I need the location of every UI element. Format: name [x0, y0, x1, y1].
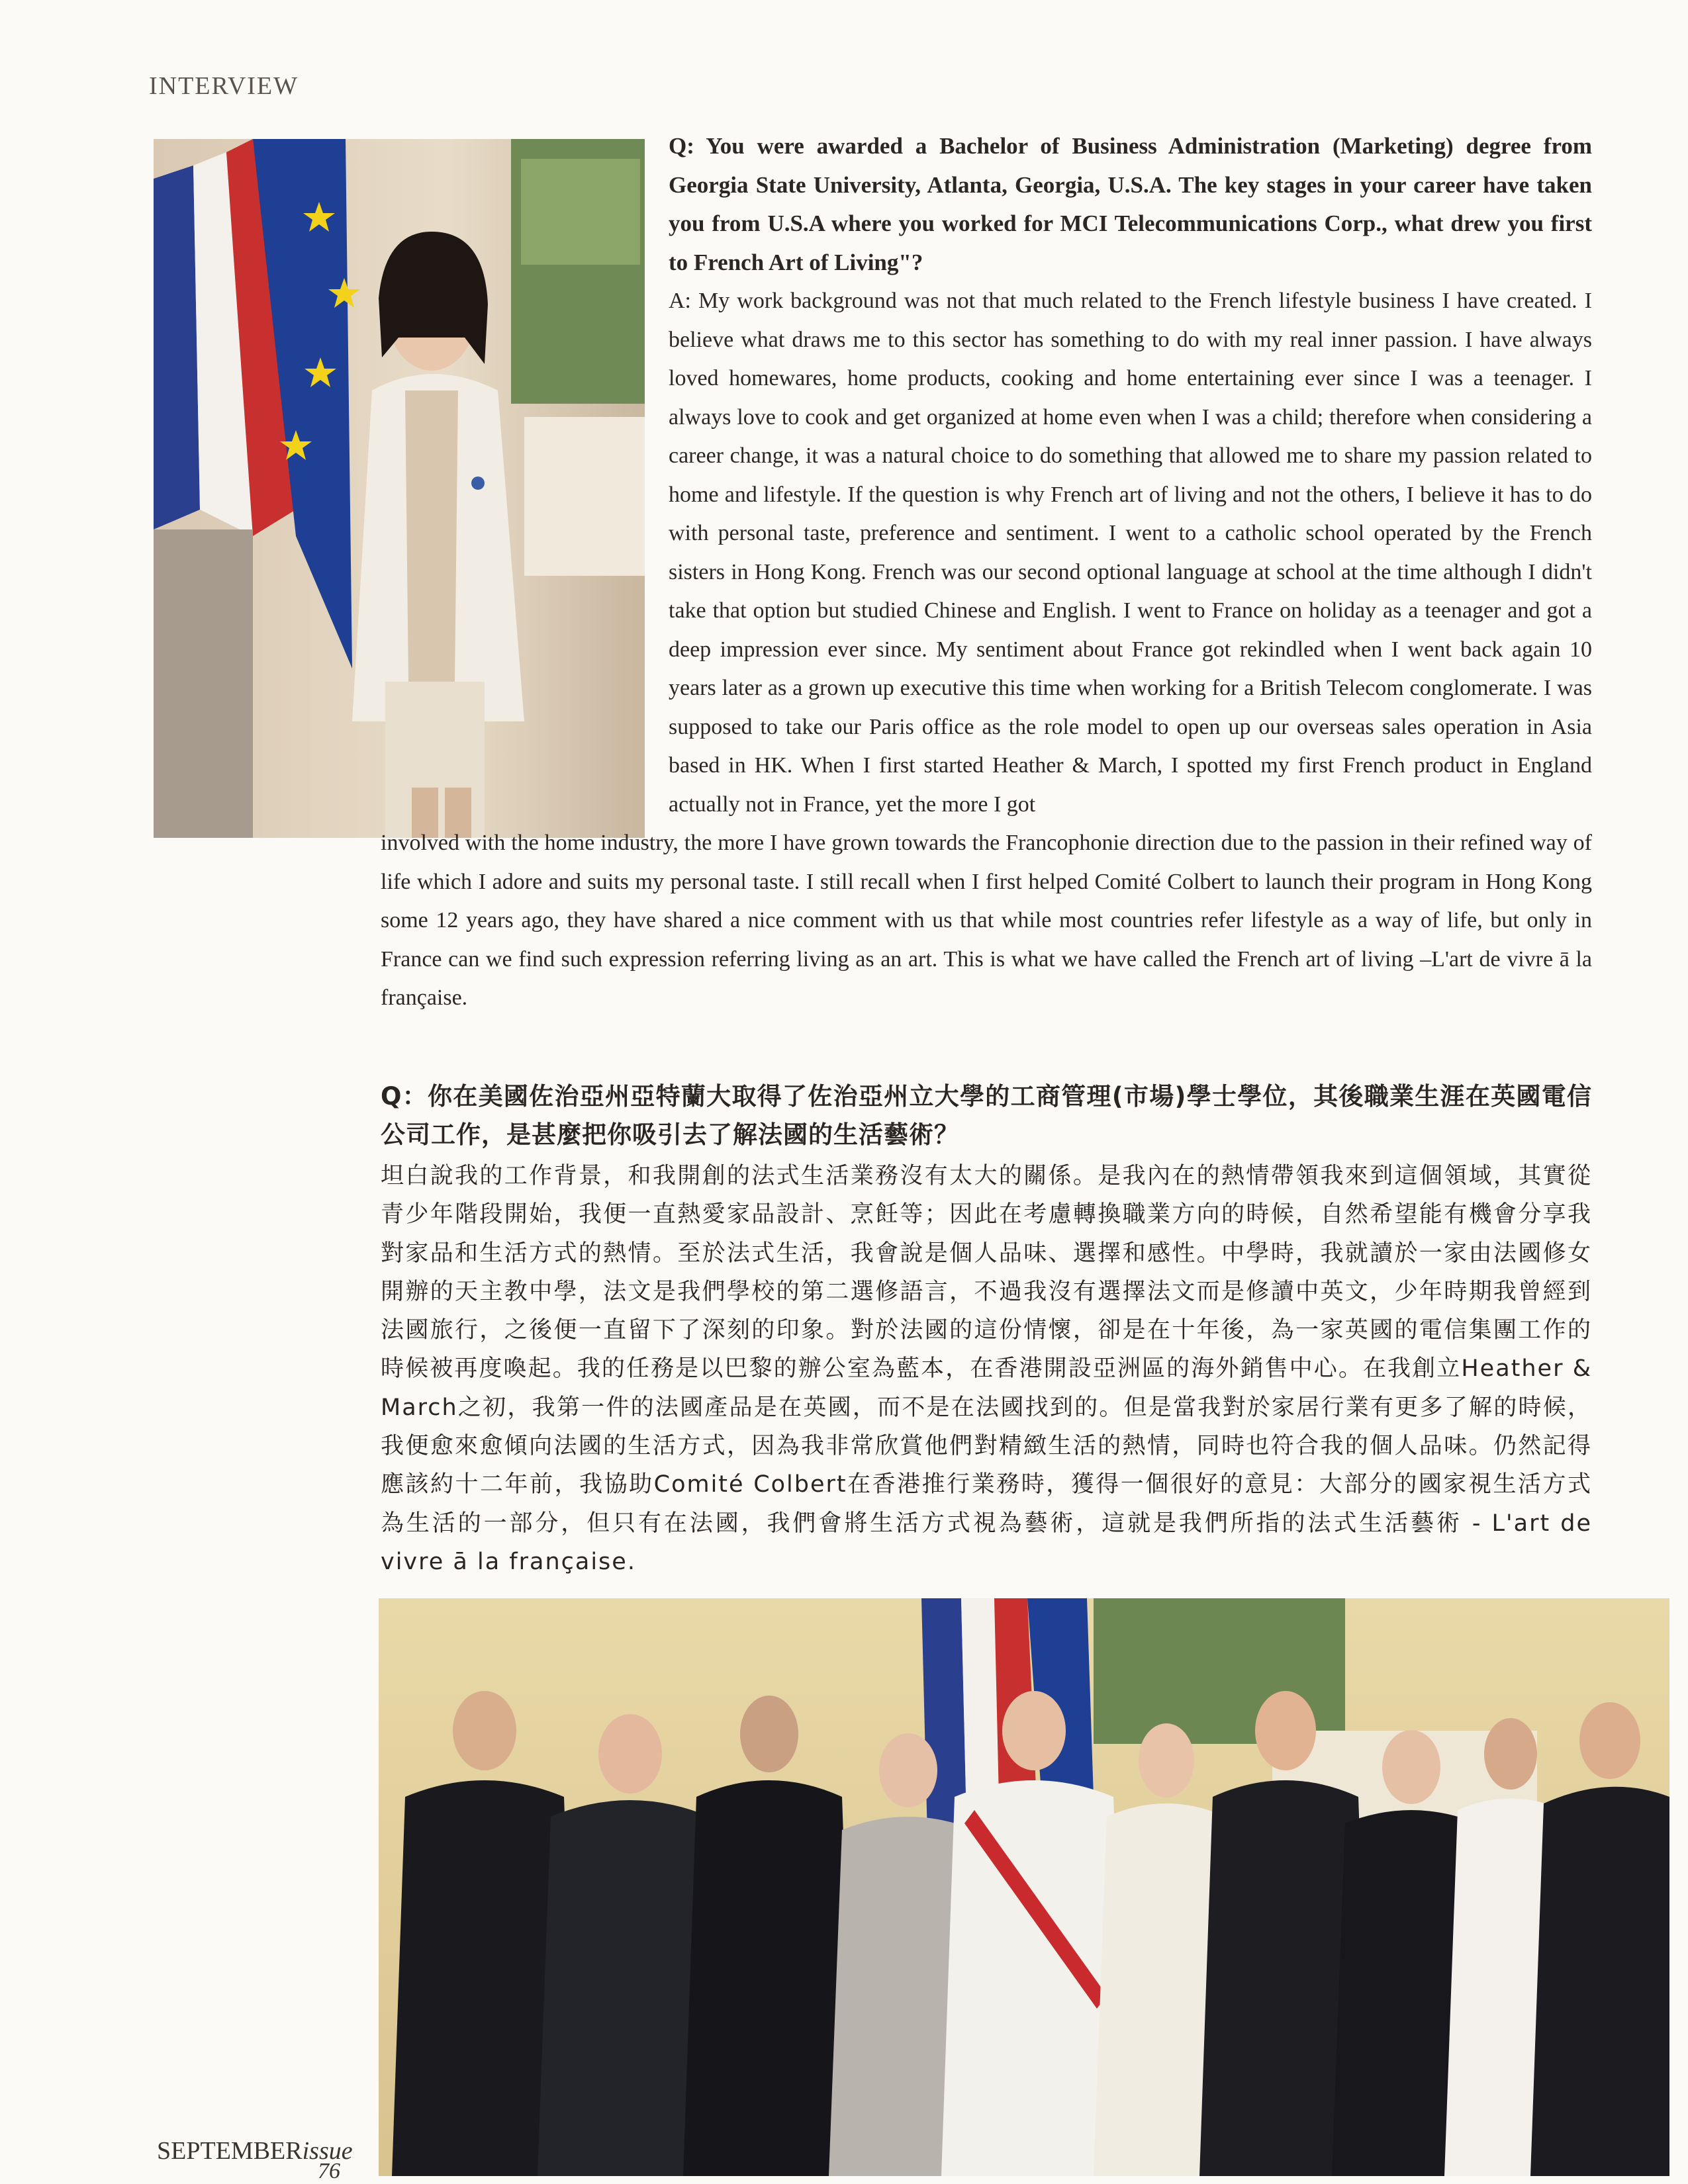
magazine-title: SEPTEMBER: [157, 2137, 303, 2165]
interview-chinese: [381, 1077, 1592, 1581]
magazine-issue: issue: [302, 2137, 353, 2165]
interview-english: [669, 127, 1592, 824]
page-number: 76: [318, 2159, 340, 2183]
group-photo-icon: [379, 1598, 1669, 2176]
answer-english-part2: involved with the home industry, the more I have grown towards the Francophonie direction due to the passion in their refined way of life which I adore and suits my personal taste. I still recall when I first helped Comité Colbert to launch their program in Hong Kong some 12 years ago, they have shared a nice comment with us that while most countries refer lifestyle as a way of life, but only in France can we find such expression referring living as an art. This is what we have called the French art of living –L'art de vivre ā la française.: [381, 831, 1592, 1010]
section-label: INTERVIEW: [149, 72, 299, 100]
portrait-photo-icon: [154, 139, 645, 838]
question-english: Q: You were awarded a Bachelor of Business Administration (Marketing) degree from Georgia State University, Atlanta, Georgia, U.S.A. The key stages in your career have taken you from U.S.A where you worked for MCI Telecommunications Corp., what drew you first to French Art of Living"?: [669, 133, 1592, 275]
question-chinese: Q：你在美國佐治亞州亞特蘭大取得了佐治亞州立大學的工商管理(市場)學士學位，其後職業生涯在英國電信公司工作，是甚麼把你吸引去了解法國的生活藝術？: [381, 1082, 1592, 1149]
answer-english-part1: A: My work background was not that much related to the French lifestyle business I have created. I believe what draws me to this sector has something to do with my real inner passion. I have always loved homewares, home products, cooking and home entertaining ever since I was a teenager. I always love to cook and get organized at home even when I was a child; therefore when considering a career change, it was a natural choice to do something that allowed me to share my passion related to home and lifestyle. If the question is why French art of living and not the others, I believe it has to do with personal taste, preference and sentiment. I went to a catholic school operated by the French sisters in Hong Kong. French was our second optional language at school at the time although I didn't take that option but studied Chinese and English. I went to France on holiday as a teenager and got a deep impression ever since. My sentiment about France got rekindled when I went back again 10 years later as a grown up executive this time when working for a British Telecom conglomerate. I was supposed to take our Paris office as the role model to open up our overseas sales operation in Asia based in HK. When I first started Heather & March, I spotted my first French product in England actually not in France, yet the more I got: [669, 289, 1592, 817]
answer-chinese: 坦白說我的工作背景，和我開創的法式生活業務沒有太大的關係。是我內在的熱情帶領我來到這個領域，其實從青少年階段開始，我便一直熱愛家品設計、烹飪等；因此在考慮轉換職業方向的時候，自然希望能有機會分享我對家品和生活方式的熱情。至於法式生活，我會說是個人品味、選擇和感性。中學時，我就讀於一家由法國修女開辦的天主教中學，法文是我們學校的第二選修語言，不過我沒有選擇法文而是修讀中英文，少年時期我曾經到法國旅行，之後便一直留下了深刻的印象。對於法國的這份情懷，卻是在十年後，為一家英國的電信集團工作的時候被再度喚起。我的任務是以巴黎的辦公室為藍本，在香港開設亞洲區的海外銷售中心。在我創立Heather & March之初，我第一件的法國產品是在英國，而不是在法國找到的。但是當我對於家居行業有更多了解的時候，我便愈來愈傾向法國的生活方式，因為我非常欣賞他們對精緻生活的熱情，同時也符合我的個人品味。仍然記得應該約十二年前，我協助Comité Colbert在香港推行業務時，獲得一個很好的意見：大部分的國家視生活方式為生活的一部分，但只有在法國，我們會將生活方式視為藝術，這就是我們所指的法式生活藝術 - L'art de vivre ā la française.: [381, 1163, 1592, 1575]
